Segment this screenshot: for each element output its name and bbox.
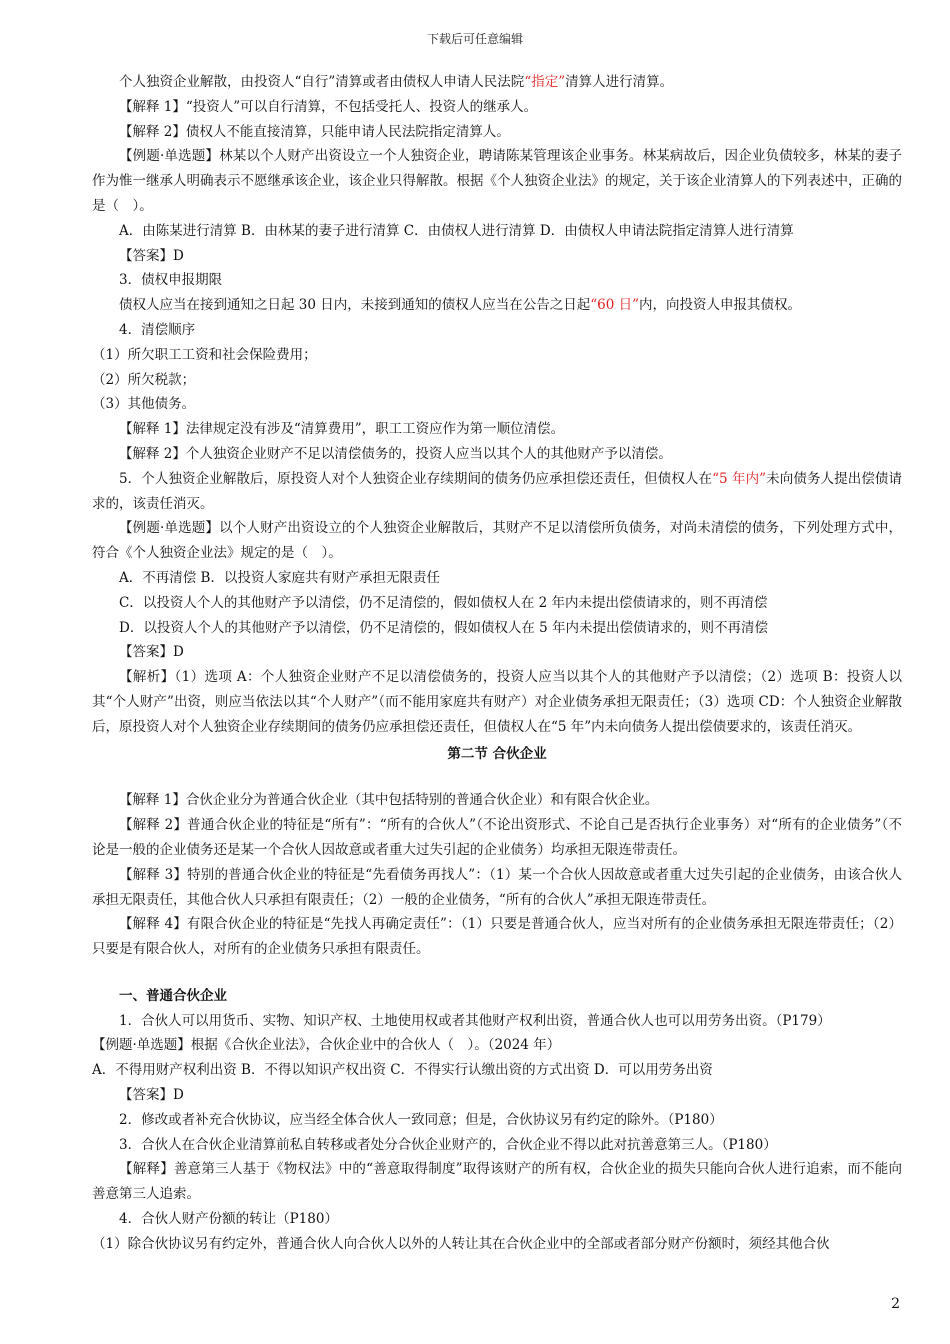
example-question: 【例题·单选题】林某以个人财产出资设立一个人独资企业，聘请陈某管理该企业事务。林某病故后，因企业负债较多，林某的妻子作为惟一继承人明确表示不愿继承该企业，该企业只得解散。根据《个人独资企业法》的规定，关于该企业清算人的下列表述中，正确的是（ ）。	[92, 148, 902, 214]
example-question: 【例题·单选题】以个人财产出资设立的个人独资企业解散后，其财产不足以清偿所负债务，对尚未清偿的债务，下列处理方式中，符合《个人独资企业法》规定的是（ ）。	[92, 520, 902, 562]
subheading: 3．债权申报期限	[119, 272, 223, 289]
paragraph: 3．合伙人在合伙企业清算前私自转移或者处分合伙企业财产的，合伙企业不得以此对抗善意第三人。（P180）	[119, 1136, 777, 1153]
list-item: （2）所欠税款；	[92, 371, 196, 388]
paragraph: 5．个人独资企业解散后，原投资人对个人独资企业存续期间的债务仍应承担偿还责任，但债权人在“5 年内”未向债务人提出偿债请求的，该责任消灭。	[92, 470, 903, 512]
answer-option: D．以投资人个人的其他财产予以清偿，仍不足清偿的，假如债权人在 5 年内未提出偿债请求的，则不再清偿	[119, 619, 768, 636]
paragraph: 债权人应当在接到通知之日起 30 日内，未接到通知的债权人应当在公告之日起“60 日”内，向投资人申报其债权。	[119, 297, 802, 314]
document-body	[92, 70, 902, 1257]
list-item: （3）其他债务。	[92, 396, 196, 413]
page-header: 下载后可任意编辑	[426, 32, 523, 46]
paragraph: 个人独资企业解散，由投资人“自行”清算或者由债权人申请人民法院“指定”清算人进行清算。	[119, 74, 674, 90]
paragraph: 【解释 1】法律规定没有涉及“清算费用”，职工工资应作为第一顺位清偿。	[119, 421, 565, 438]
subheading: 4．合伙人财产份额的转让（P180）	[119, 1211, 338, 1228]
paragraph: （1）除合伙协议另有约定外，普通合伙人向合伙人以外的人转让其在合伙企业中的全部或者部分财产份额时，须经其他合伙	[92, 1235, 830, 1252]
subsection-title: 一、普通合伙企业	[119, 987, 227, 1004]
paragraph: 【解释 2】个人独资企业财产不足以清偿债务的，投资人应当以其个人的其他财产予以清偿。	[119, 445, 672, 462]
paragraph: 【解释 3】特别的普通合伙企业的特征是“先看债务再找人”：（1）某一个合伙人因故意或者重大过失引起的企业债务，由该合伙人承担无限责任，其他合伙人只承担有限责任；（2）一般的企业债务，“所有的合伙人”承担无限连带责任。	[92, 866, 902, 908]
example-question: 【例题·单选题】根据《合伙企业法》，合伙企业中的合伙人（ ）。（2024 年）	[92, 1037, 561, 1054]
answer: 【答案】D	[119, 1087, 184, 1104]
answer-options: A．不得用财产权利出资 B．不得以知识产权出资 C．不得实行认缴出资的方式出资 D．可以用劳务出资	[92, 1062, 713, 1079]
highlight-text: “60 日”	[590, 297, 640, 314]
highlight-text: “指定”	[524, 74, 566, 90]
section-title: 第二节 合伙企业	[447, 745, 547, 762]
paragraph: 【解释】善意第三人基于《物权法》中的“善意取得制度”取得该财产的所有权，合伙企业的损失只能向合伙人进行追索，而不能向善意第三人追索。	[92, 1161, 902, 1203]
answer-options: A．由陈某进行清算 B．由林某的妻子进行清算 C．由债权人进行清算 D．由债权人申请法院指定清算人进行清算	[119, 222, 794, 239]
paragraph: 【解释 1】合伙企业分为普通合伙企业（其中包括特别的普通合伙企业）和有限合伙企业。	[119, 792, 659, 809]
answer: 【答案】D	[119, 644, 184, 661]
answer-option: C．以投资人个人的其他财产予以清偿，仍不足清偿的，假如债权人在 2 年内未提出偿债请求的，则不再清偿	[119, 594, 768, 611]
paragraph: 【解释 2】债权人不能直接清算，只能申请人民法院指定清算人。	[119, 123, 510, 140]
paragraph: 【解释 2】普通合伙企业的特征是“所有”：“所有的合伙人”（不论出资形式、不论自己是否执行企业事务）对“所有的企业债务”（不论是一般的企业债务还是某一个合伙人因故意或者重大过失引起的企业债务）均承担无限连带责任。	[92, 817, 902, 858]
subheading: 4．清偿顺序	[119, 321, 196, 338]
list-item: （1）所欠职工工资和社会保险费用；	[92, 346, 317, 363]
page-number: 2	[891, 1296, 900, 1312]
answer: 【答案】D	[119, 247, 184, 264]
explanation: 【解析】（1）选项 A：个人独资企业财产不足以清偿债务的，投资人应当以其个人的其他财产予以清偿；（2）选项 B：投资人以其“个人财产”出资，则应当依法以其“个人财产”（而不能用家庭共有财产）对企业债务承担无限责任；（3）选项 CD：个人独资企业解散后，原投资人对个人独资企业存续期间的债务仍应承担偿还责任，但债权人在“5 年”内未向债务人提出偿债要求的，该责任消灭。	[92, 669, 902, 735]
paragraph: 2．修改或者补充合伙协议，应当经全体合伙人一致同意；但是，合伙协议另有约定的除外。（P180）	[119, 1111, 723, 1128]
highlight-text: “5 年内”	[712, 470, 767, 487]
paragraph: 【解释 1】“投资人”可以自行清算，不包括受托人、投资人的继承人。	[119, 98, 538, 115]
paragraph: 【解释 4】有限合伙企业的特征是“先找人再确定责任”：（1）只要是普通合伙人，应当对所有的企业债务承担无限连带责任；（2）只要是有限合伙人，对所有的企业债务只承担有限责任。	[92, 916, 902, 958]
paragraph: 1．合伙人可以用货币、实物、知识产权、土地使用权或者其他财产权利出资，普通合伙人也可以用劳务出资。（P179）	[119, 1012, 831, 1029]
answer-option: A．不再清偿 B．以投资人家庭共有财产承担无限责任	[119, 569, 440, 586]
